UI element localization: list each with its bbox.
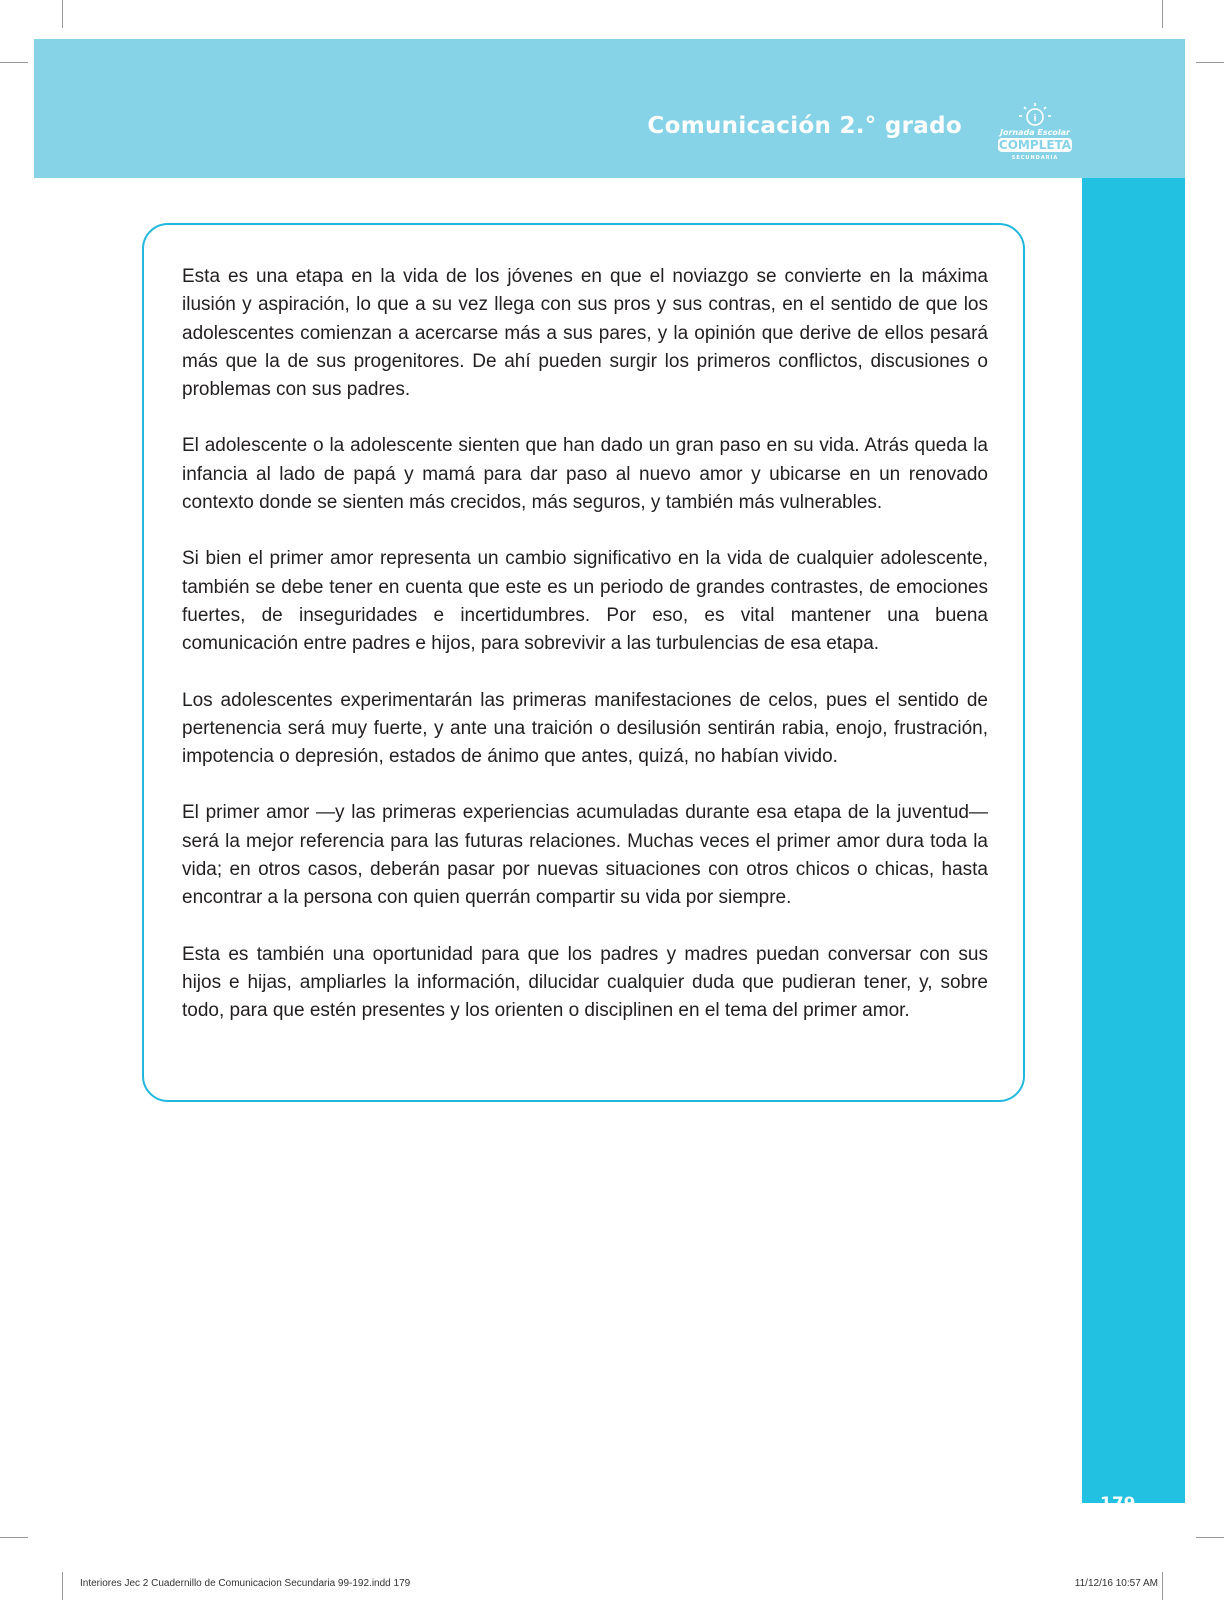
crop-mark <box>0 62 28 63</box>
paragraph: Si bien el primer amor representa un cambio significativo en la vida de cualquier adolescente, también se debe tener en cuenta que este es un periodo de grandes contrastes, de emociones fuertes, de inseguridades e incertidumbres. Por eso, es vital mantener una buena comunicación entre padres e hijos, para sobrevivir a las turbulencias de esa etapa. <box>182 548 988 655</box>
logo-line2: COMPLETA <box>998 138 1072 152</box>
logo-line1: Jornada Escolar <box>1000 128 1070 137</box>
page-title: Comunicación 2.° grado <box>647 113 962 139</box>
crop-mark <box>62 0 63 28</box>
body-text <box>182 263 988 1054</box>
crop-mark <box>0 1537 28 1538</box>
page-number: 179 <box>1100 1494 1136 1514</box>
crop-mark <box>1162 0 1163 28</box>
svg-text:i: i <box>1033 114 1037 124</box>
footer-file-info: Interiores Jec 2 Cuadernillo de Comunicacion Secundaria 99-192.indd 179 <box>80 1578 411 1589</box>
paragraph: Esta es una etapa en la vida de los jóvenes en que el noviazgo se convierte en la máxima ilusión y aspiración, lo que a su vez llega con sus pros y sus contras, en el sentido de que los adolescentes comienzan a acercarse más a sus pares, y la opinión que derive de ellos pesará más que la de sus progenitores. De ahí pueden surgir los primeros conflictos, discusiones o problemas con sus padres. <box>182 266 988 401</box>
crop-mark <box>1162 1572 1163 1600</box>
crop-mark <box>1196 1537 1224 1538</box>
paragraph: El adolescente o la adolescente sienten que han dado un gran paso en su vida. Atrás queda la infancia al lado de papá y mamá para dar paso al nuevo amor y ubicarse en un renovado contexto donde se sienten más crecidos, más seguros, y también más vulnerables. <box>182 435 988 514</box>
logo-line3: SECUNDARIA <box>1011 155 1059 161</box>
paragraph: El primer amor —y las primeras experiencias acumuladas durante esa etapa de la juventud— será la mejor referencia para las futuras relaciones. Muchas veces el primer amor dura toda la vida; en otros casos, deberán pasar por nuevas situaciones con otros chicos o chicas, hasta encontrar a la persona con quien querrán compartir su vida por siempre. <box>182 802 988 909</box>
side-bar <box>1082 178 1185 1503</box>
paragraph: Esta es también una oportunidad para que los padres y madres puedan conversar con sus hijos e hijas, ampliarles la información, dilucidar cualquier duda que pudieran tener, y, sobre todo, para que estén presentes y los orienten o disciplinen en el tema del primer amor. <box>182 943 988 1022</box>
crop-mark <box>1196 62 1224 63</box>
footer-timestamp: 11/12/16 10:57 AM <box>1074 1578 1158 1589</box>
crop-mark <box>62 1572 63 1600</box>
jornada-escolar-completa-logo <box>994 100 1076 162</box>
paragraph: Los adolescentes experimentarán las primeras manifestaciones de celos, pues el sentido de pertenencia será muy fuerte, y ante una traición o desilusión sentirán rabia, enojo, frustración, impotencia o depresión, estados de ánimo que antes, quizá, no habían vivido. <box>182 689 988 768</box>
